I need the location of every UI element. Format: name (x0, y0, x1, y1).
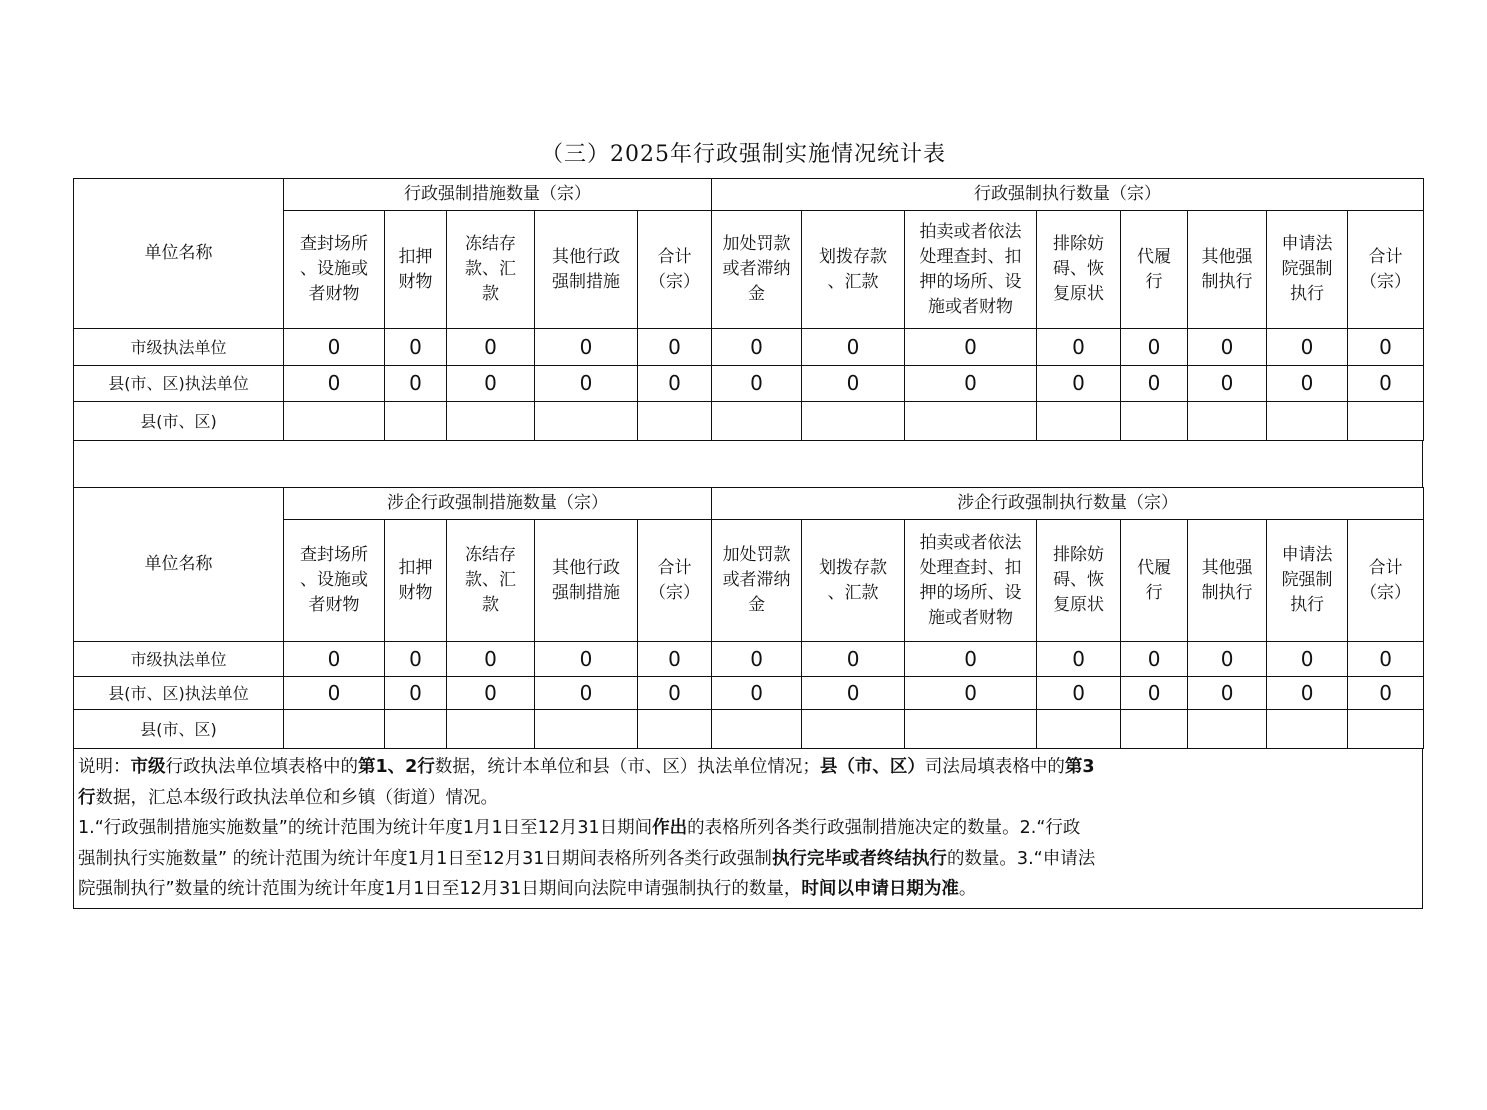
column-header-line: 或者滞纳 (722, 259, 791, 279)
table-cell: 0 (712, 329, 802, 366)
column-header-line: 排除妨 (1053, 545, 1105, 565)
table-cell: 0 (905, 329, 1037, 366)
column-header-line: 合计 (657, 557, 692, 578)
table-cell: 0 (802, 366, 905, 402)
table-cell: 0 (1267, 677, 1348, 710)
note-segment: 第3 (1064, 757, 1095, 777)
notes-line-4 (78, 844, 1418, 875)
column-header-line: 款、汇 (465, 259, 516, 279)
column-header-line: 冻结存 (465, 234, 516, 254)
column-header-line: 划拨存款 (819, 246, 888, 267)
column-header-line: 、汇款 (827, 582, 879, 603)
column-header-line: 财物 (398, 582, 433, 603)
table-cell: 0 (905, 677, 1037, 710)
note-segment: 的数量。3.“申请法 (946, 848, 1096, 869)
column-header-line: 、汇款 (827, 271, 879, 292)
column-header (1188, 520, 1267, 642)
note-segment: 数据，统计本单位和县（市、区）执法单位情况； (434, 757, 820, 777)
column-header (447, 211, 535, 329)
table-cell: 0 (1188, 329, 1267, 366)
table-row (74, 710, 1424, 749)
column-header-line: 院强制 (1281, 570, 1333, 590)
table-cell: 0 (1348, 329, 1424, 366)
note-segment: 说明： (78, 757, 131, 777)
table-cell: 0 (284, 366, 385, 402)
column-header (712, 520, 802, 642)
column-header (447, 520, 535, 642)
row-unit-name: 市级执法单位 (74, 642, 284, 677)
column-header (712, 211, 802, 329)
table-cell (1188, 710, 1267, 749)
notes-line-5 (78, 874, 1418, 905)
table-cell: 0 (284, 642, 385, 677)
table-cell (284, 710, 385, 749)
row-unit-name: 县(市、区) (74, 402, 284, 441)
note-segment: 1.“行政强制措施实施数量”的统计范围为统计年度1月1日至12月31日期间 (78, 818, 653, 838)
note-segment: 的表格所列各类行政强制措施决定的数量。2.“行政 (687, 818, 1081, 838)
column-header-line: 行 (1145, 271, 1163, 292)
notes-section (73, 749, 1423, 909)
table-cell: 0 (1121, 329, 1188, 366)
column-header-line: 碍、恢 (1053, 259, 1105, 279)
column-header (284, 211, 385, 329)
table-cell: 0 (1037, 642, 1121, 677)
column-header-line: 拍卖或者依法 (919, 532, 1022, 553)
table-cell: 0 (1037, 366, 1121, 402)
page-title: （三）2025年行政强制实施情况统计表 (541, 142, 946, 167)
table-cell: 0 (535, 642, 638, 677)
column-header-line: 强制措施 (552, 582, 620, 603)
table-row (74, 642, 1424, 677)
enterprise-enforcement-table (73, 487, 1423, 749)
column-header (1267, 211, 1348, 329)
column-header (535, 520, 638, 642)
column-header-line: 拍卖或者依法 (919, 221, 1022, 242)
table-cell: 0 (1348, 642, 1424, 677)
table-cell (535, 402, 638, 441)
table-cell (447, 710, 535, 749)
column-header-line: （宗） (649, 271, 701, 292)
table-row (74, 329, 1424, 366)
column-header-line: 施或者财物 (928, 607, 1014, 628)
column-header (802, 520, 905, 642)
column-header (638, 520, 712, 642)
notes-line-2 (78, 783, 1418, 814)
table-cell (1037, 402, 1121, 441)
column-header-line: 其他行政 (552, 557, 620, 578)
note-segment: 市级 (130, 757, 166, 777)
table-cell (1267, 710, 1348, 749)
column-header-line: 强制措施 (552, 271, 620, 292)
table-cell: 0 (1188, 366, 1267, 402)
column-header-line: （宗） (649, 582, 701, 603)
measures-group-header: 行政强制措施数量（宗） (284, 179, 712, 211)
table-cell: 0 (802, 642, 905, 677)
table-cell (905, 710, 1037, 749)
table-cell: 0 (1348, 366, 1424, 402)
column-header-line: 扣押 (398, 246, 433, 267)
column-header (1037, 211, 1121, 329)
column-header-line: 合计 (1368, 557, 1403, 578)
table-row (74, 402, 1424, 441)
notes-line-1 (78, 752, 1418, 783)
table-cell (802, 402, 905, 441)
column-header-line: 合计 (657, 246, 692, 267)
column-header-line: 划拨存款 (819, 557, 888, 578)
note-segment: 第1、2行 (358, 757, 435, 777)
table-cell: 0 (712, 366, 802, 402)
column-header (535, 211, 638, 329)
column-header-line: 行 (1145, 582, 1163, 603)
column-header-line: 财物 (398, 271, 433, 292)
table-cell (447, 402, 535, 441)
table-cell (1348, 402, 1424, 441)
column-header-line: 押的场所、设 (919, 582, 1022, 603)
table-cell (905, 402, 1037, 441)
column-header (284, 520, 385, 642)
execution-group-header: 涉企行政强制执行数量（宗） (712, 488, 1424, 520)
table-cell (1121, 710, 1188, 749)
table-cell: 0 (1267, 329, 1348, 366)
column-header-line: （宗） (1360, 582, 1412, 603)
column-header-line: 款 (482, 595, 499, 615)
notes-line-3 (78, 813, 1418, 844)
column-header (905, 520, 1037, 642)
column-header-line: 制执行 (1201, 582, 1253, 603)
table-cell: 0 (1121, 366, 1188, 402)
column-header-line: 处理查封、扣 (919, 246, 1022, 267)
stats-table (73, 487, 1424, 749)
table-cell: 0 (638, 677, 712, 710)
column-header-line: 者财物 (308, 595, 360, 615)
column-header-line: 加处罚款 (722, 234, 791, 254)
table-cell: 0 (712, 677, 802, 710)
table-cell: 0 (638, 642, 712, 677)
column-header (385, 520, 447, 642)
stats-table (73, 178, 1424, 441)
group-header-row (74, 488, 1424, 520)
column-header-line: 处理查封、扣 (919, 557, 1022, 578)
column-header (1121, 211, 1188, 329)
table-cell: 0 (385, 642, 447, 677)
column-header-line: 冻结存 (465, 545, 516, 565)
table-cell (638, 402, 712, 441)
table-cell: 0 (535, 329, 638, 366)
column-header-line: 制执行 (1201, 271, 1253, 292)
note-segment: 行 (78, 787, 96, 808)
column-header-line: 院强制 (1281, 259, 1333, 279)
table-cell (802, 710, 905, 749)
table-cell (1267, 402, 1348, 441)
table-cell: 0 (802, 329, 905, 366)
column-header-line: 款、汇 (465, 570, 516, 590)
column-header-line: 或者滞纳 (722, 570, 791, 590)
table-cell: 0 (1121, 677, 1188, 710)
table-cell: 0 (1267, 366, 1348, 402)
table-cell: 0 (284, 329, 385, 366)
column-header-line: 查封场所 (300, 545, 368, 565)
table-cell (385, 710, 447, 749)
table-cell: 0 (447, 677, 535, 710)
column-header (1348, 211, 1424, 329)
note-segment: 。 (958, 879, 977, 899)
unit-name-header: 单位名称 (74, 488, 284, 642)
table-spacer-row (73, 440, 1423, 487)
execution-group-header: 行政强制执行数量（宗） (712, 179, 1424, 211)
column-header-line: 复原状 (1053, 595, 1105, 615)
enforcement-table (73, 178, 1423, 441)
table-cell: 0 (1188, 677, 1267, 710)
column-header-line: 代履 (1137, 557, 1172, 578)
column-header-line: 施或者财物 (928, 296, 1014, 317)
table-cell: 0 (447, 329, 535, 366)
table-cell: 0 (1121, 642, 1188, 677)
column-header-line: 其他强 (1201, 557, 1253, 578)
group-header-row (74, 179, 1424, 211)
table-cell (712, 402, 802, 441)
row-unit-name: 县(市、区) (74, 710, 284, 749)
note-segment: 县（市、区） (819, 757, 925, 777)
column-header-line: 金 (748, 595, 766, 615)
column-header-line: 金 (748, 284, 766, 304)
table-cell: 0 (1037, 329, 1121, 366)
table-cell: 0 (447, 642, 535, 677)
table-cell (638, 710, 712, 749)
row-unit-name: 县(市、区)执法单位 (74, 366, 284, 402)
table-cell (284, 402, 385, 441)
column-header-line: 复原状 (1053, 284, 1105, 304)
column-header-line: 、设施或 (300, 259, 368, 279)
column-header-line: 执行 (1290, 595, 1325, 615)
table-cell: 0 (385, 366, 447, 402)
column-header (1121, 520, 1188, 642)
table-cell: 0 (284, 677, 385, 710)
note-segment: 院强制执行”数量的统计范围为统计年度1月1日至12月31日期间向法院申请强制执行的数量， (78, 879, 802, 899)
table-cell: 0 (712, 642, 802, 677)
table-row (74, 366, 1424, 402)
unit-name-header: 单位名称 (74, 179, 284, 329)
note-segment: 强制执行实施数量” 的统计范围为统计年度1月1日至12月31日期间表格所列各类行政强制 (78, 848, 772, 869)
column-header-line: 排除妨 (1053, 234, 1105, 254)
column-header-line: 碍、恢 (1053, 570, 1105, 590)
column-header-line: 执行 (1290, 284, 1325, 304)
note-segment: 时间以申请日期为准 (801, 879, 959, 899)
table-cell (712, 710, 802, 749)
column-header-line: 申请法 (1281, 234, 1333, 254)
row-unit-name: 县(市、区)执法单位 (74, 677, 284, 710)
column-header-line: 申请法 (1281, 545, 1333, 565)
note-segment: 作出 (652, 818, 688, 838)
row-unit-name: 市级执法单位 (74, 329, 284, 366)
table-cell (385, 402, 447, 441)
column-header-line: 扣押 (398, 557, 433, 578)
column-header-line: （宗） (1360, 271, 1412, 292)
table-cell: 0 (638, 329, 712, 366)
table-cell: 0 (1037, 677, 1121, 710)
column-header-line: 者财物 (308, 284, 360, 304)
column-header-line: 代履 (1137, 246, 1172, 267)
table-cell (1121, 402, 1188, 441)
measures-group-header: 涉企行政强制措施数量（宗） (284, 488, 712, 520)
table-cell (1188, 402, 1267, 441)
note-segment: 司法局填表格中的 (924, 757, 1065, 777)
table-cell: 0 (905, 642, 1037, 677)
column-header-line: 其他行政 (552, 246, 620, 267)
table-cell: 0 (1348, 677, 1424, 710)
table-cell: 0 (535, 366, 638, 402)
column-header-line: 加处罚款 (722, 545, 791, 565)
note-segment: 数据，汇总本级行政执法单位和乡镇（街道）情况。 (95, 787, 498, 808)
table-row (74, 677, 1424, 710)
table-cell: 0 (1267, 642, 1348, 677)
column-header (802, 211, 905, 329)
table-cell: 0 (802, 677, 905, 710)
column-header (638, 211, 712, 329)
table-cell: 0 (638, 366, 712, 402)
column-header (905, 211, 1037, 329)
column-header-line: 查封场所 (300, 234, 368, 254)
column-header-line: 押的场所、设 (919, 271, 1022, 292)
table-cell (1037, 710, 1121, 749)
table-cell: 0 (535, 677, 638, 710)
table-cell: 0 (905, 366, 1037, 402)
column-header-line: 款 (482, 284, 499, 304)
table-cell: 0 (385, 677, 447, 710)
note-segment: 行政执法单位填表格中的 (165, 757, 358, 777)
table-cell: 0 (1188, 642, 1267, 677)
column-header-line: 合计 (1368, 246, 1403, 267)
column-header-line: 、设施或 (300, 570, 368, 590)
note-segment: 执行完毕或者终结执行 (771, 848, 947, 869)
column-header (1188, 211, 1267, 329)
column-header (1267, 520, 1348, 642)
column-header-line: 其他强 (1201, 246, 1253, 267)
column-header (385, 211, 447, 329)
table-cell: 0 (385, 329, 447, 366)
table-cell (535, 710, 638, 749)
column-header (1037, 520, 1121, 642)
table-cell (1348, 710, 1424, 749)
table-cell: 0 (447, 366, 535, 402)
column-header (1348, 520, 1424, 642)
